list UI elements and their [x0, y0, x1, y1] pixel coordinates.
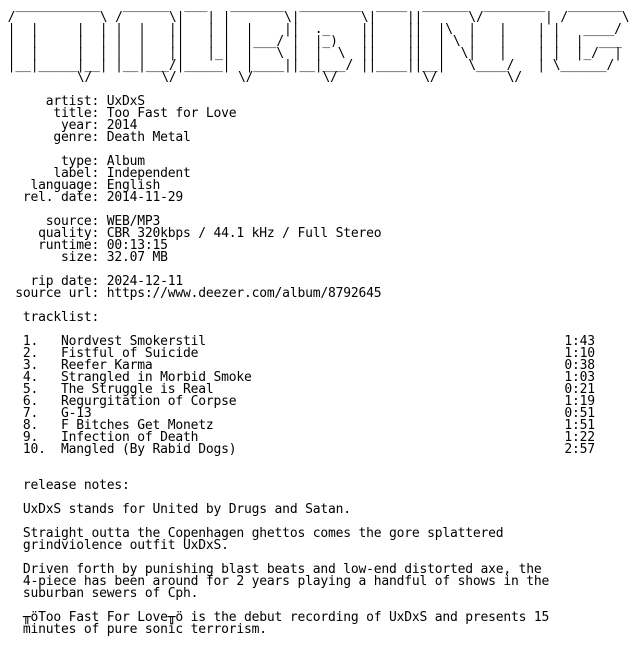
text-line: Straight outta the Copenhagen ghettos comes the gore splattered [0, 526, 504, 541]
text-line: ╥öToo Fast For Love╥ö is the debut recording of UxDxS and presents 15 [0, 610, 550, 625]
tracklist-row: 4. Strangled in Morbid Smoke 1:03 [0, 370, 595, 385]
info-field-line: quality: CBR 320kbps / 44.1 kHz / Full Stereo [0, 226, 382, 241]
tracklist-row: 7. G-13 0:51 [0, 406, 595, 421]
text-line: UxDxS stands for United by Drugs and Satan. [0, 502, 351, 517]
info-field-line: source: WEB/MP3 [0, 214, 161, 229]
text-line: grindviolence outfit UxDxS. [0, 538, 229, 553]
info-field-line: label: Independent [0, 166, 191, 181]
tracklist-row: 3. Reefer Karma 0:38 [0, 358, 595, 373]
tracklist-row: 1. Nordvest Smokerstil 1:43 [0, 334, 595, 349]
info-field-line: year: 2014 [0, 118, 138, 133]
ascii-art-logo-line: | | | | | | || | | |___/ | |_) || || | \ | | | | | ___ [0, 34, 622, 49]
info-field-line: title: Too Fast for Love [0, 106, 237, 121]
tracklist-row: 5. The Struggle is Real 0:21 [0, 382, 595, 397]
info-field-line: runtime: 00:13:15 [0, 238, 168, 253]
info-field-line: rip date: 2024-12-11 [0, 274, 184, 289]
text-line: minutes of pure sonic terrorism. [0, 622, 267, 637]
ascii-art-logo-line: |__|_____|__| |__|___/|_____| |____||__|___/ ||____||__| \____/ | \______/ [0, 58, 615, 73]
text-line: Driven forth by punishing blast beats and low-end distorted axe, the [0, 562, 542, 577]
tracklist-row: 10. Mangled (By Rabid Dogs) 2:57 [0, 442, 595, 457]
info-field-line: rel. date: 2014-11-29 [0, 190, 184, 205]
ascii-art-logo-line: | | | | | | || |_| | \ | | \ || || | \| | | | |_/ | [0, 46, 622, 61]
info-field-line: size: 32.07 MB [0, 250, 168, 265]
info-field-line: language: English [0, 178, 161, 193]
ascii-art-logo-line: / \ / \| | | \| \| || \/ | / \ [0, 10, 630, 25]
info-field-line: genre: Death Metal [0, 130, 191, 145]
info-field-line: artist: UxDxS [0, 94, 145, 109]
tracklist-row: 6. Regurgitation of Corpse 1:19 [0, 394, 595, 409]
tracklist-row: 2. Fistful of Suicide 1:10 [0, 346, 595, 361]
tracklist-row: 8. F Bitches Get Monetz 1:51 [0, 418, 595, 433]
text-line: 4-piece has been around for 2 years playing a handful of shows in the [0, 574, 550, 589]
ascii-art-logo-line: \/ \/ \/ \/ \/ \/ [0, 70, 523, 85]
ascii-art-logo-line: | | | | | | || | | | || ._ || || |\ | | | | ____/ [0, 22, 622, 37]
tracklist-row: 9. Infection of Death 1:22 [0, 430, 595, 445]
info-field-line: source url: https://www.deezer.com/album/8792645 [0, 286, 382, 301]
ascii-art-logo-line: ___________ ______ ___ _______ ________ ____ ______ ________ _______ [0, 0, 622, 13]
blank-line [0, 456, 630, 468]
info-field-line: type: Album [0, 154, 145, 169]
text-line: tracklist: [0, 310, 100, 325]
text-line: suburban sewers of Cph. [0, 586, 199, 601]
text-line: release notes: [0, 478, 130, 493]
